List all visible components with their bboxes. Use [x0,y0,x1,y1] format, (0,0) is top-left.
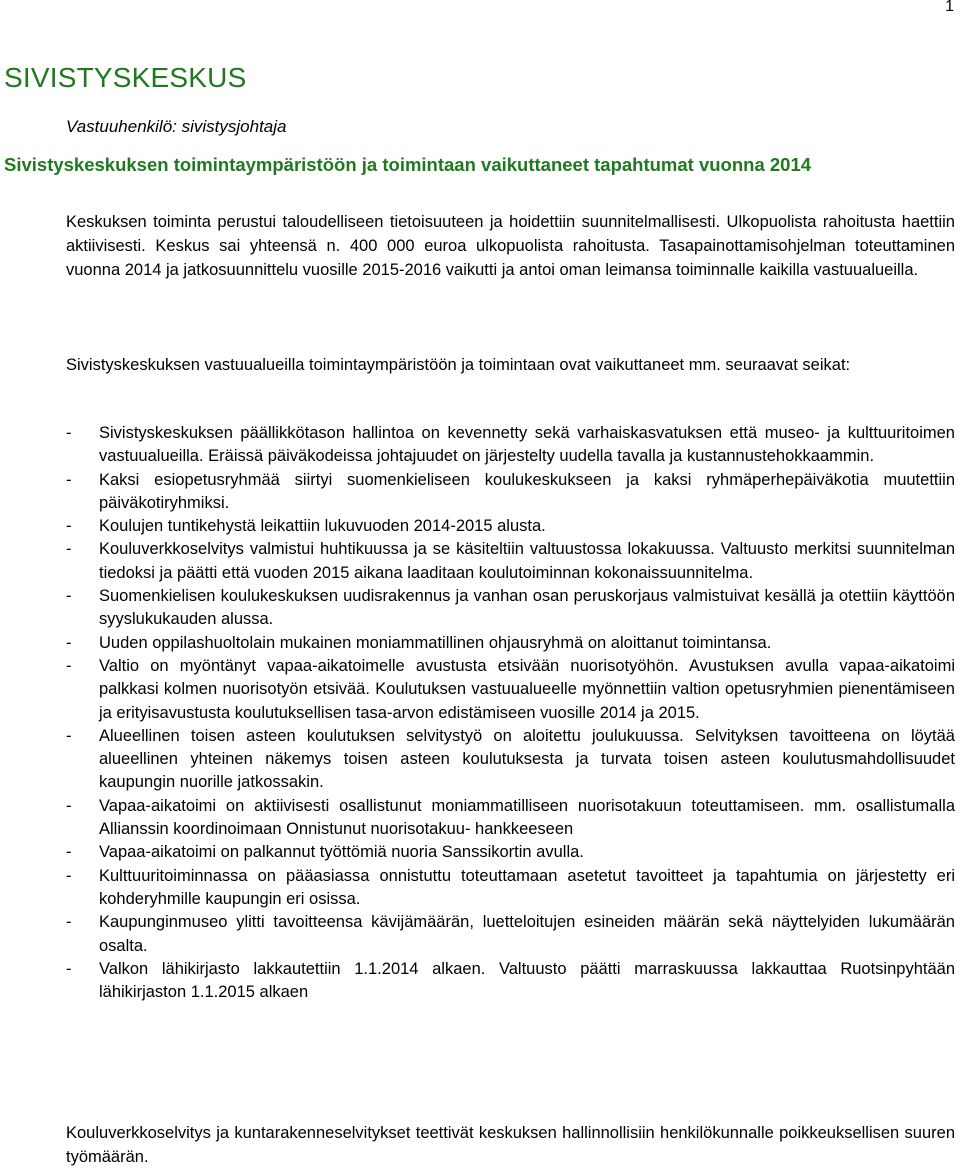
list-item-text: Kaksi esiopetusryhmää siirtyi suomenkieliseen koulukeskukseen ja kaksi ryhmäperhepäiväkotia muutettiin päiväkotiryhmiksi. [99,470,955,512]
list-item-text: Valtio on myöntänyt vapaa-aikatoimelle avustusta etsivään nuorisotyöhön. Avustuksen avulla vapaa-aikatoimi palkkasi kolmen nuorisotyön etsivää. Koulutuksen vastuualueelle myönnettiin valtion opetusryhmien pienentämiseen ja erityisavustusta koulutuksellisen tasa-arvon edistämiseen vuosille 2014 ja 2015. [99,656,955,722]
list-item-text: Suomenkielisen koulukeskuksen uudisrakennus ja vanhan osan peruskorjaus valmistuivat kesällä ja otettiin käyttöön syyslukukauden alussa. [99,587,955,629]
bullet-dash: - [66,540,72,559]
list-item [66,422,955,469]
section-heading: Sivistyskeskuksen toimintaympäristöön ja toimintaan vaikuttaneet tapahtumat vuonna 2014 [4,154,812,175]
factors-list [66,422,955,1004]
bullet-dash: - [66,470,72,489]
list-item-text: Uuden oppilashuoltolain mukainen moniammatillinen ohjausryhmä on aloittanut toimintansa. [99,633,772,652]
list-item [66,515,955,538]
list-item-text: Alueellinen toisen asteen koulutuksen selvitystyö on aloitettu joulukuussa. Selvityksen tavoitteena on löytää alueellinen yhteinen näkemys toisen asteen koulutuksesta ja turvata toisen asteen koulutusmahdollisuudet kaupungin nuorille jatkossakin. [99,726,955,792]
closing-paragraph: Kouluverkkoselvitys ja kuntarakenneselvitykset teettivät keskuksen hallinnollisiin henkilökunnalle poikkeuksellisen suuren työmäärän. [66,1124,955,1166]
list-item [66,958,955,1005]
list-item-text: Kulttuuritoiminnassa on pääasiassa onnistuttu toteuttamaan asetetut tavoitteet ja tapahtumia on järjestetty eri kohderyhmille kaupungin eri osissa. [99,866,955,908]
list-item-text: Koulujen tuntikehystä leikattiin lukuvuoden 2014-2015 alusta. [99,517,546,536]
bullet-dash: - [66,796,72,815]
bullet-dash: - [66,587,72,606]
intro-paragraph: Keskuksen toiminta perustui taloudelliseen tietoisuuteen ja hoidettiin suunnitelmallisesti. Ulkopuolista rahoitusta haettiin aktiivisesti. Keskus sai yhteensä n. 400 000 euroa ulkopuolista rahoitusta. Tasapainottamisohjelman toteuttaminen vuonna 2014 ja jatkosuunnittelu vuosille 2015-2016 vaikutti ja antoi oman leimansa toiminnalle kaikilla vastuualueilla. [66,213,955,279]
bullet-dash: - [66,656,72,675]
bullet-dash: - [66,517,72,536]
bullet-dash: - [66,424,72,442]
list-item-text: Kouluverkkoselvitys valmistui huhtikuussa ja se käsiteltiin valtuustossa lokakuussa. Valtuusto merkitsi suunnitelman tiedoksi ja päätti että vuoden 2015 aikana laaditaan koulutoiminnan kokonaissuunnitelma. [99,540,955,582]
list-item-text: Valkon lähikirjasto lakkautettiin 1.1.2014 alkaen. Valtuusto päätti marraskuussa lakkauttaa Ruotsinpyhtään lähikirjaston 1.1.2015 alkaen [99,959,955,1002]
list-item [66,725,955,795]
page-number: 1 [945,0,954,15]
list-item-text: Sivistyskeskuksen päällikkötason hallintoa on kevennetty sekä varhaiskasvatuksen että museo- ja kulttuuritoimen vastuualueilla. Eräissä päiväkodeissa johtajuudet on järjestelty uudella tavalla ja kustannustehokkaammin. [99,424,955,466]
factors-intro-paragraph: Sivistyskeskuksen vastuualueilla toimintaympäristöön ja toimintaan ovat vaikuttaneet mm. seuraavat seikat: [66,356,851,374]
list-item [66,655,955,725]
list-item [66,865,955,912]
list-item [66,911,955,958]
bullet-dash: - [66,866,72,885]
list-item [66,841,955,864]
page-title: SIVISTYSKESKUS [4,62,247,93]
bullet-dash: - [66,959,72,978]
list-item-text: Kaupunginmuseo ylitti tavoitteensa kävijämäärän, luetteloitujen esineiden määrän sekä näyttelyiden lukumäärän osalta. [99,913,955,955]
list-item [66,585,955,632]
bullet-dash: - [66,726,72,745]
bullet-dash: - [66,913,72,932]
list-item-text: Vapaa-aikatoimi on aktiivisesti osallistunut moniammatilliseen nuorisotakuun toteuttamiseen. mm. osallistumalla Allianssin koordinoimaan Onnistunut nuorisotakuu- hankkeeseen [99,796,955,839]
list-item [66,469,955,516]
list-item [66,538,955,585]
responsible-person: Vastuuhenkilö: sivistysjohtaja [66,117,287,136]
list-item [66,632,955,655]
bullet-dash: - [66,633,72,652]
list-item-text: Vapaa-aikatoimi on palkannut työttömiä nuoria Sanssikortin avulla. [99,843,584,862]
list-item [66,795,955,842]
bullet-dash: - [66,843,72,862]
